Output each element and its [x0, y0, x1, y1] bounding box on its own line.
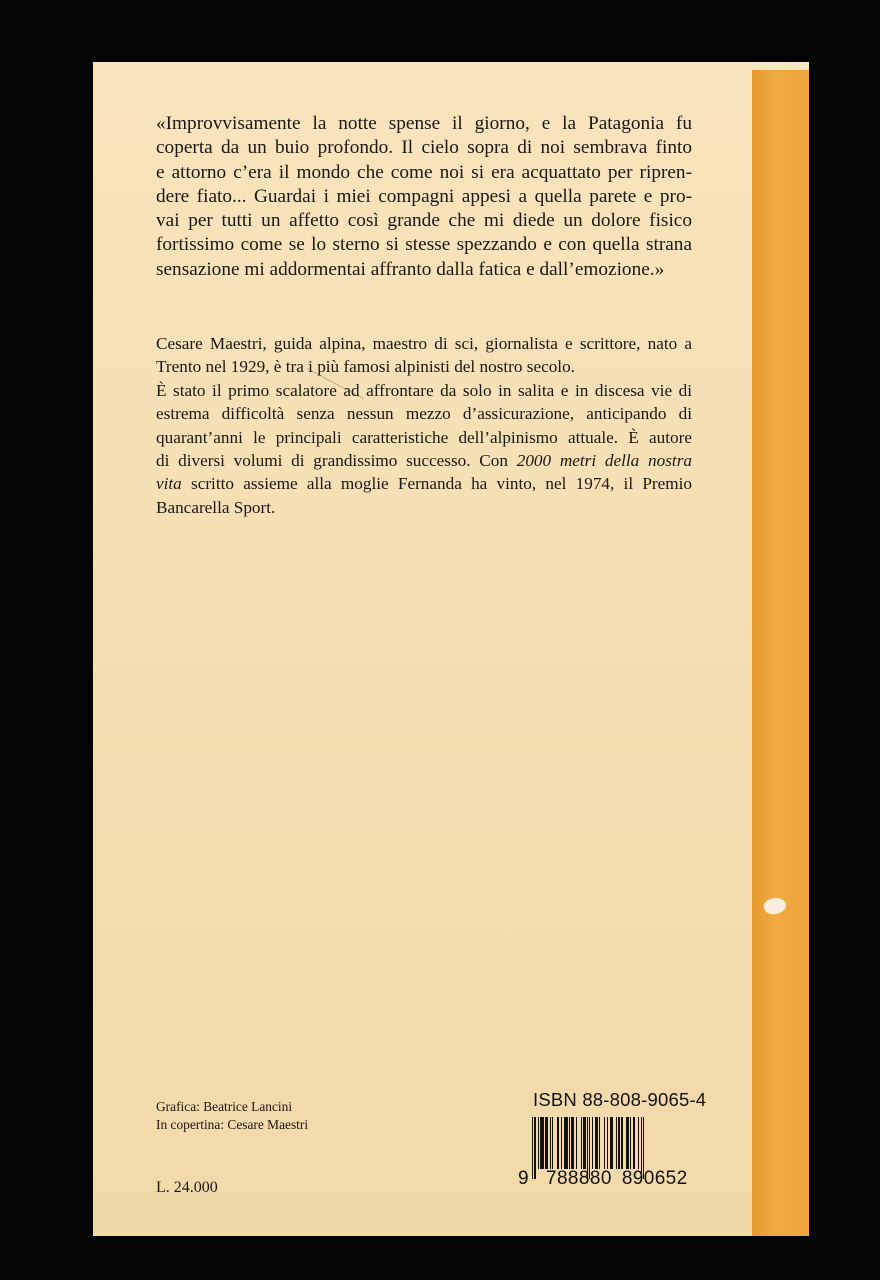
bio-line	[156, 472, 692, 495]
quote-line: sensazione mi addormentai affranto dalla fatica e dall’emozione.»	[156, 258, 665, 280]
book-spine	[752, 70, 809, 1236]
quote-line: fortissimo come se lo sterno si stesse spezzando e con quella strana	[156, 234, 692, 256]
isbn-label: ISBN 88-808-9065-4	[533, 1089, 707, 1110]
book-title-italic: vita	[156, 474, 182, 494]
ean-barcode	[532, 1117, 698, 1169]
credits	[156, 1098, 308, 1133]
cover-photo-credit: In copertina: Cesare Maestri	[156, 1116, 309, 1132]
book-title-italic: 2000 metri della nostra	[516, 451, 692, 471]
quote-line: dere fiato... Guardai i miei compagni appesi a quella parete e pro-	[156, 185, 692, 207]
barcode-digits	[518, 1168, 688, 1190]
quote-line: coperta da un buio profondo. Il cielo sopra di noi sembrava finto	[156, 137, 692, 159]
bio-line: quarant’anni le principali caratteristiche dell’alpinismo attuale. È autore	[156, 427, 692, 447]
quote-line: e attorno c’era il mondo che come noi si era acquattato per ripren-	[156, 161, 692, 183]
graphic-credit: Grafica: Beatrice Lancini	[156, 1099, 293, 1114]
bio-line	[156, 449, 692, 472]
bio-text: scritto assieme alla moglie Fernanda ha vinto, nel 1974, il Premio	[181, 474, 692, 494]
spine-wear-mark	[762, 895, 788, 917]
blurb-quote	[156, 112, 692, 282]
barcode-right-digits: 890652	[621, 1168, 688, 1189]
bio-line: Bancarella Sport.	[156, 497, 276, 517]
author-bio	[156, 332, 692, 519]
bio-line: estrema difficoltà senza nessun mezzo d’assicurazione, anticipando di	[156, 404, 692, 424]
barcode-first-digit: 9	[518, 1168, 529, 1189]
barcode-left-digits: 788880	[546, 1168, 612, 1189]
bio-line: Cesare Maestri, guida alpina, maestro di sci, giornalista e scrittore, nato a	[156, 334, 692, 353]
quote-line: vai per tutti un affetto così grande che mi diede un dolore fisico	[156, 210, 692, 232]
bio-line: È stato il primo scalatore ad affrontare da solo in salita e in discesa vie di	[156, 380, 692, 400]
bio-text: di diversi volumi di grandissimo successo. Con	[156, 451, 517, 471]
quote-line: «Improvvisamente la notte spense il giorno, e la Patagonia fu	[156, 113, 692, 134]
price-label: L. 24.000	[156, 1179, 218, 1196]
bio-line: Trento nel 1929, è tra i più famosi alpinisti del nostro secolo.	[156, 357, 575, 377]
